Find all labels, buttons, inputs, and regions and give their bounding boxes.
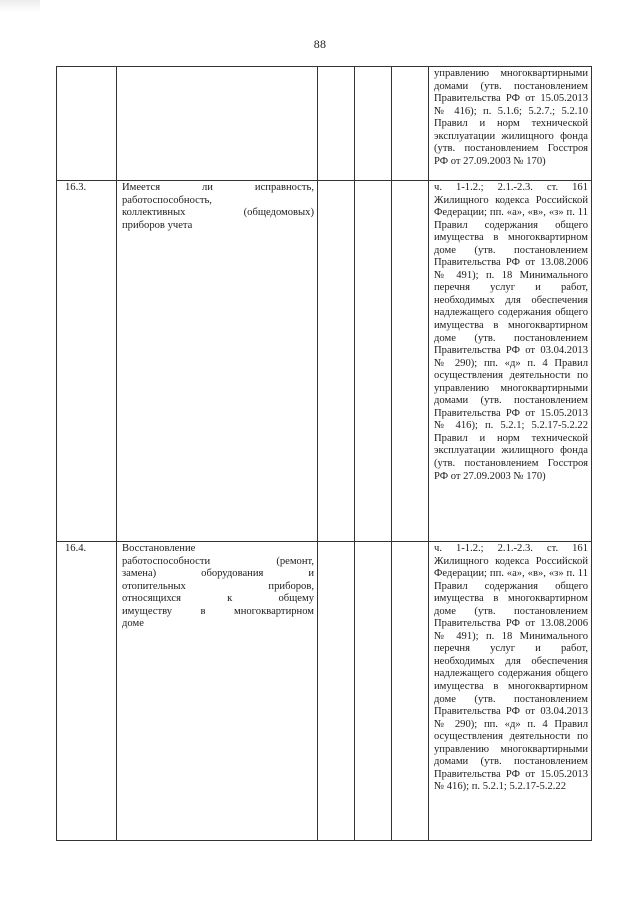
text-line: относящихся к общему [122,593,314,605]
scan-corner-artifact [0,0,40,12]
text-line: управлению многоквартирными [434,68,588,79]
text-line: доме [122,618,144,630]
text-line: необходимых для обеспечения [434,655,588,667]
text-line: домами (утв. постановлением [434,80,588,92]
text-line: эксплуатации жилищного фонда [434,130,588,142]
page-number: 88 [313,37,327,51]
question-cell [117,181,318,542]
text-line: управлению многоквартирными [434,382,588,394]
text-line: замена) оборудования и [122,568,314,580]
text-line: необходимых для обеспечения [434,294,588,306]
answer-yes-cell [318,542,355,841]
text-line: доме (утв. постановлением [434,693,588,705]
text-line: Правительства РФ от 15.05.2013 [434,407,588,419]
text-line: Правительства РФ от 15.05.2013 [434,768,588,780]
text-line: Жилищного кодекса Российской [434,194,588,206]
text-line: Правил и норм технической [434,432,588,444]
text-line: Федерации; пп. «а», «в», «з» п. 11 [434,207,588,219]
answer-na-cell [392,67,429,181]
text-line: РФ от 27.09.2003 № 170) [434,155,546,167]
row-number: 16.3. [65,182,87,193]
text-line: доме (утв. постановлением [434,244,588,256]
text-line: управлению многоквартирными [434,743,588,755]
text-line: домами (утв. постановлением [434,756,588,768]
text-line: Правительства РФ от 13.08.2006 [434,618,588,630]
text-line: эксплуатации жилищного фонда [434,445,588,457]
answer-yes-cell [318,181,355,542]
text-line: № 491); п. 18 Минимального [434,630,588,642]
text-line: перечня услуг и работ, [434,643,588,655]
row-number-cell [57,542,117,841]
legal-reference-text [429,67,591,169]
text-line: № 416); п. 5.2.1; 5.2.17-5.2.22 [434,420,588,432]
requirements-table [56,66,592,841]
text-line: Восстановление [122,543,196,554]
question-text [117,542,317,632]
answer-no-cell [355,542,392,841]
text-line: Жилищного кодекса Российской [434,555,588,567]
text-line: (утв. постановлением Госстроя [434,458,588,470]
legal-reference-text [429,542,591,795]
legal-reference-cell [429,181,592,542]
text-line: отопительных приборов, [122,580,314,592]
text-line: перечня услуг и работ, [434,282,588,294]
text-line: имущества в многоквартирном [434,232,588,244]
text-line: Правительства РФ от 03.04.2013 [434,345,588,357]
text-line: надлежащего содержания общего [434,668,588,680]
text-line: осуществления деятельности по [434,731,588,743]
answer-na-cell [392,181,429,542]
legal-reference-cell [429,542,592,841]
text-line: Правил содержания общего [434,580,588,592]
question-cell [117,542,318,841]
answer-no-cell [355,67,392,181]
text-line: Правительства РФ от 03.04.2013 [434,706,588,718]
text-line: Правил и норм технической [434,118,588,130]
text-line: Правительства РФ от 13.08.2006 [434,257,588,269]
text-line: Правил содержания общего [434,219,588,231]
legal-reference-cell [429,67,592,181]
text-line: надлежащего содержания общего [434,307,588,319]
answer-no-cell [355,181,392,542]
text-line: работоспособности (ремонт, [122,555,314,567]
text-line: доме (утв. постановлением [434,332,588,344]
row-number-cell [57,181,117,542]
text-line: домами (утв. постановлением [434,395,588,407]
table-row [57,67,592,181]
question-text [117,67,317,69]
answer-yes-cell [318,67,355,181]
text-line: № 290); пп. «д» п. 4 Правил [434,357,588,369]
row-number-cell [57,67,117,181]
text-line: Правительства РФ от 15.05.2013 [434,93,588,105]
text-line: ч. 1-1.2.; 2.1.-2.3. ст. 161 [434,182,588,193]
text-line: доме (утв. постановлением [434,605,588,617]
text-line: № 416); п. 5.1.6; 5.2.7.; 5.2.10 [434,105,588,117]
text-line: Имеется ли исправность, [122,182,314,193]
text-line: имущества в многоквартирном [434,681,588,693]
row-number: 16.4. [65,543,87,554]
text-line: № 416); п. 5.2.1; 5.2.17-5.2.22 [434,781,567,793]
text-line: приборов учета [122,219,193,231]
text-line: имуществу в многоквартирном [122,605,314,617]
text-line: № 290); пп. «д» п. 4 Правил [434,718,588,730]
table-row [57,181,592,542]
text-line: ч. 1-1.2.; 2.1.-2.3. ст. 161 [434,543,588,554]
question-text [117,181,317,233]
text-line: имущества в многоквартирном [434,593,588,605]
text-line: (утв. постановлением Госстроя [434,143,588,155]
text-line: работоспособность, [122,194,212,206]
text-line: коллективных (общедомовых) [122,207,314,219]
table-row [57,542,592,841]
text-line: РФ от 27.09.2003 № 170) [434,470,546,482]
text-line: осуществления деятельности по [434,370,588,382]
row-number [60,67,116,69]
legal-reference-text [429,181,591,484]
text-line: Федерации; пп. «а», «в», «з» п. 11 [434,568,588,580]
text-line: имущества в многоквартирном [434,320,588,332]
question-cell [117,67,318,181]
text-line: № 491); п. 18 Минимального [434,269,588,281]
answer-na-cell [392,542,429,841]
